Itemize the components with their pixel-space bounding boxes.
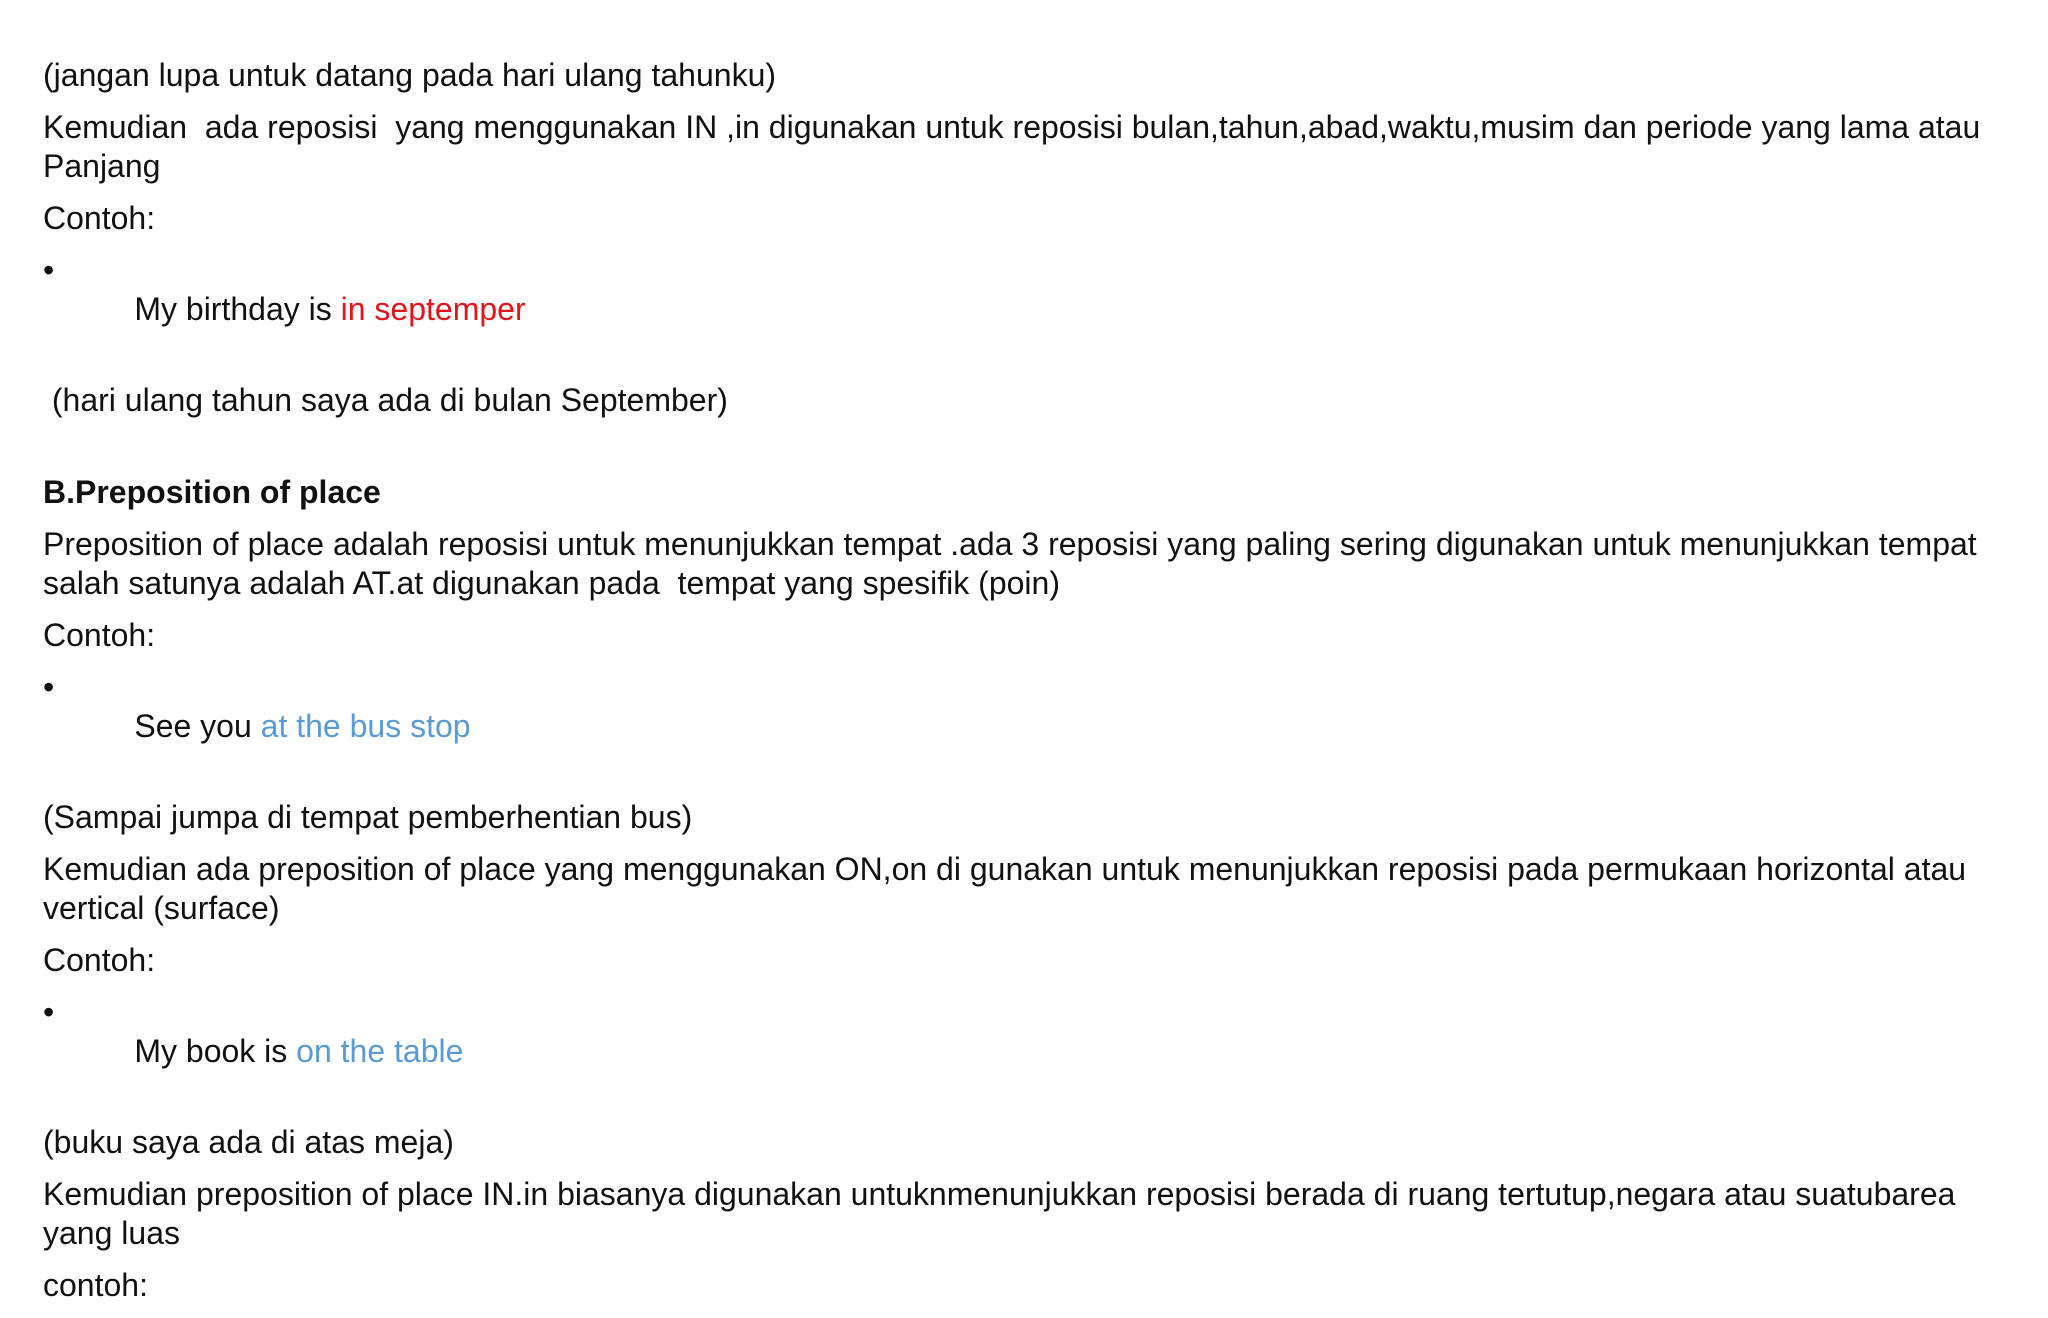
explanation-paragraph: Kemudian ada reposisi yang menggunakan IN ,in digunakan untuk reposisi bulan,tahun,abad,waktu,musim dan periode yang lama atau Panjang (43, 109, 1990, 184)
slide-body (43, 56, 1990, 1318)
spacer (43, 433, 1983, 473)
explanation-paragraph: Kemudian preposition of place IN.in biasanya digunakan untuknmenunjukkan reposisi berada di ruang tertutup,negara atau suatubarea yang luas (43, 1176, 1965, 1251)
bullet-icon: • (43, 994, 55, 1030)
translation-line: (hari ulang tahun saya ada di bulan September) (43, 382, 728, 418)
translation-line: (Sampai jumpa di tempat pemberhentian bus) (43, 799, 693, 835)
highlighted-preposition: in septemper (340, 291, 526, 327)
bullet-text: My birthday is (134, 291, 341, 327)
bullet-text: See you (134, 708, 261, 744)
translation-line: (buku saya ada di atas meja) (43, 1124, 454, 1160)
translation-line: (jangan lupa untuk datang pada hari ulang tahunku) (43, 57, 777, 93)
highlighted-preposition: on the table (296, 1033, 464, 1069)
bullet-icon: • (43, 252, 55, 288)
highlighted-preposition: at the bus stop (260, 708, 471, 744)
bullet-item-bus-stop (43, 668, 1983, 785)
bullet-text: My book is (134, 1033, 297, 1069)
section-heading: B.Preposition of place (43, 474, 381, 510)
bullet-item-book (43, 993, 1983, 1110)
explanation-paragraph: Kemudian ada preposition of place yang menggunakan ON,on di gunakan untuk menunjukkan reposisi pada permukaan horizontal atau vertical (surface) (43, 851, 1975, 926)
bullet-item-birthday (43, 251, 1983, 368)
explanation-paragraph: Preposition of place adalah reposisi untuk menunjukkan tempat .ada 3 reposisi yang paling sering digunakan untuk menunjukkan tempat salah satunya adalah AT.at digunakan pada tempat yang spesifik (poin) (43, 526, 1986, 601)
example-label: Contoh: (43, 617, 156, 653)
example-label: Contoh: (43, 200, 156, 236)
bullet-icon: • (43, 669, 55, 705)
example-label: contoh: (43, 1267, 148, 1303)
example-label: Contoh: (43, 942, 156, 978)
